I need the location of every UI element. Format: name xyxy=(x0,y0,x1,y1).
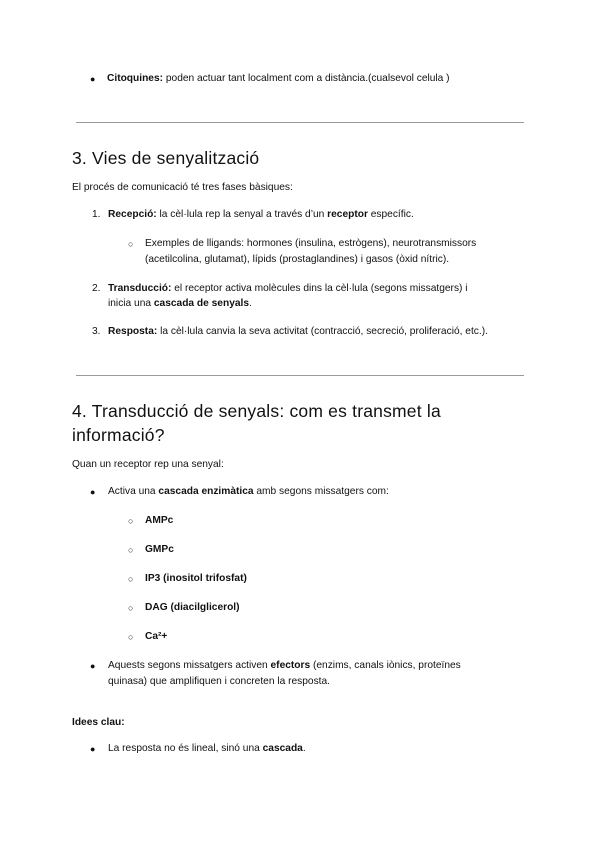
step-number: 3. xyxy=(92,326,101,337)
key-idea-item xyxy=(108,741,306,757)
step-number: 1. xyxy=(92,209,101,220)
step-text: el receptor activa molècules dins la cèl·lula (segons missatgers) i xyxy=(171,283,468,294)
example-line-1: Exemples de lligands: hormones (insulina, estrògens), neurotransmissors xyxy=(145,238,477,249)
example-line-2: (acetilcolina, glutamat), lípids (prostaglandines) i gasos (òxid nítric). xyxy=(145,254,450,265)
bullet-circle: ○ xyxy=(128,574,134,584)
messenger-ampc: AMPc xyxy=(145,515,174,526)
effectors-bold: efectors xyxy=(270,660,311,671)
citokines-item xyxy=(107,71,450,87)
step-recepcio xyxy=(108,207,414,223)
step-number: 2. xyxy=(92,283,101,294)
cascade-text: Activa una xyxy=(108,486,159,497)
step-bold: cascada de senyals xyxy=(153,298,250,309)
step-text-end: . xyxy=(249,298,252,309)
step-text: la cèl·lula canvia la seva activitat (contracció, secreció, proliferació, etc.). xyxy=(157,326,488,337)
cascade-bold: cascada enzimàtica xyxy=(158,486,254,497)
effectors-line2: quinasa) que amplifiquen i concreten la resposta. xyxy=(108,676,330,687)
bullet-circle: ○ xyxy=(128,516,134,526)
effectors-text: Aquests segons missatgers activen xyxy=(108,660,271,671)
bullet-dot: ● xyxy=(90,744,96,754)
section-4-heading-line1: 4. Transducció de senyals: com es transmet la xyxy=(72,401,441,421)
section-4-intro: Quan un receptor rep una senyal: xyxy=(72,459,224,470)
bullet-circle: ○ xyxy=(128,239,134,249)
step-label: Resposta: xyxy=(108,326,158,337)
cascade-text-end: amb segons missatgers com: xyxy=(253,486,389,497)
step-text: inicia una xyxy=(108,298,154,309)
messenger-calcium: Ca²+ xyxy=(145,631,168,642)
key-idea-bold: cascada xyxy=(262,743,303,754)
step-text: la cèl·lula rep la senyal a través d’un xyxy=(156,209,328,220)
step-label: Transducció: xyxy=(108,283,172,294)
bullet-dot: ● xyxy=(90,661,96,671)
messenger-ip3: IP3 (inositol trifosfat) xyxy=(145,573,247,584)
bullet-circle: ○ xyxy=(128,603,134,613)
effectors-text-end: (enzims, canals iònics, proteïnes xyxy=(310,660,461,671)
citokines-label: Citoquines: xyxy=(107,73,164,84)
bullet-dot: ● xyxy=(90,74,96,84)
horizontal-rule xyxy=(76,122,524,123)
bullet-circle: ○ xyxy=(128,545,134,555)
horizontal-rule xyxy=(76,375,524,376)
step-resposta xyxy=(108,324,488,340)
key-idea-text-end: . xyxy=(302,743,306,754)
key-idea-text: La resposta no és lineal, sinó una xyxy=(108,743,263,754)
key-ideas-heading: Idees clau: xyxy=(72,717,125,728)
section-4-heading-line2: informació? xyxy=(72,425,165,445)
messenger-gmpc: GMPc xyxy=(145,544,174,555)
bullet-circle: ○ xyxy=(128,632,134,642)
step-bold: receptor xyxy=(327,209,368,220)
section-3-intro: El procés de comunicació té tres fases bàsiques: xyxy=(72,182,293,193)
cascade-bullet xyxy=(108,484,389,500)
citokines-text: poden actuar tant localment com a distància.(cualsevol celula ) xyxy=(163,73,450,84)
section-3-heading: 3. Vies de senyalització xyxy=(72,148,260,168)
step-label: Recepció: xyxy=(108,209,157,220)
step-transduccio xyxy=(108,281,468,297)
messenger-dag: DAG (diacilglicerol) xyxy=(145,602,240,613)
bullet-dot: ● xyxy=(90,487,96,497)
step-text-end: específic. xyxy=(367,209,414,220)
effectors-bullet xyxy=(108,658,461,674)
step-transduccio-line2 xyxy=(108,296,252,312)
